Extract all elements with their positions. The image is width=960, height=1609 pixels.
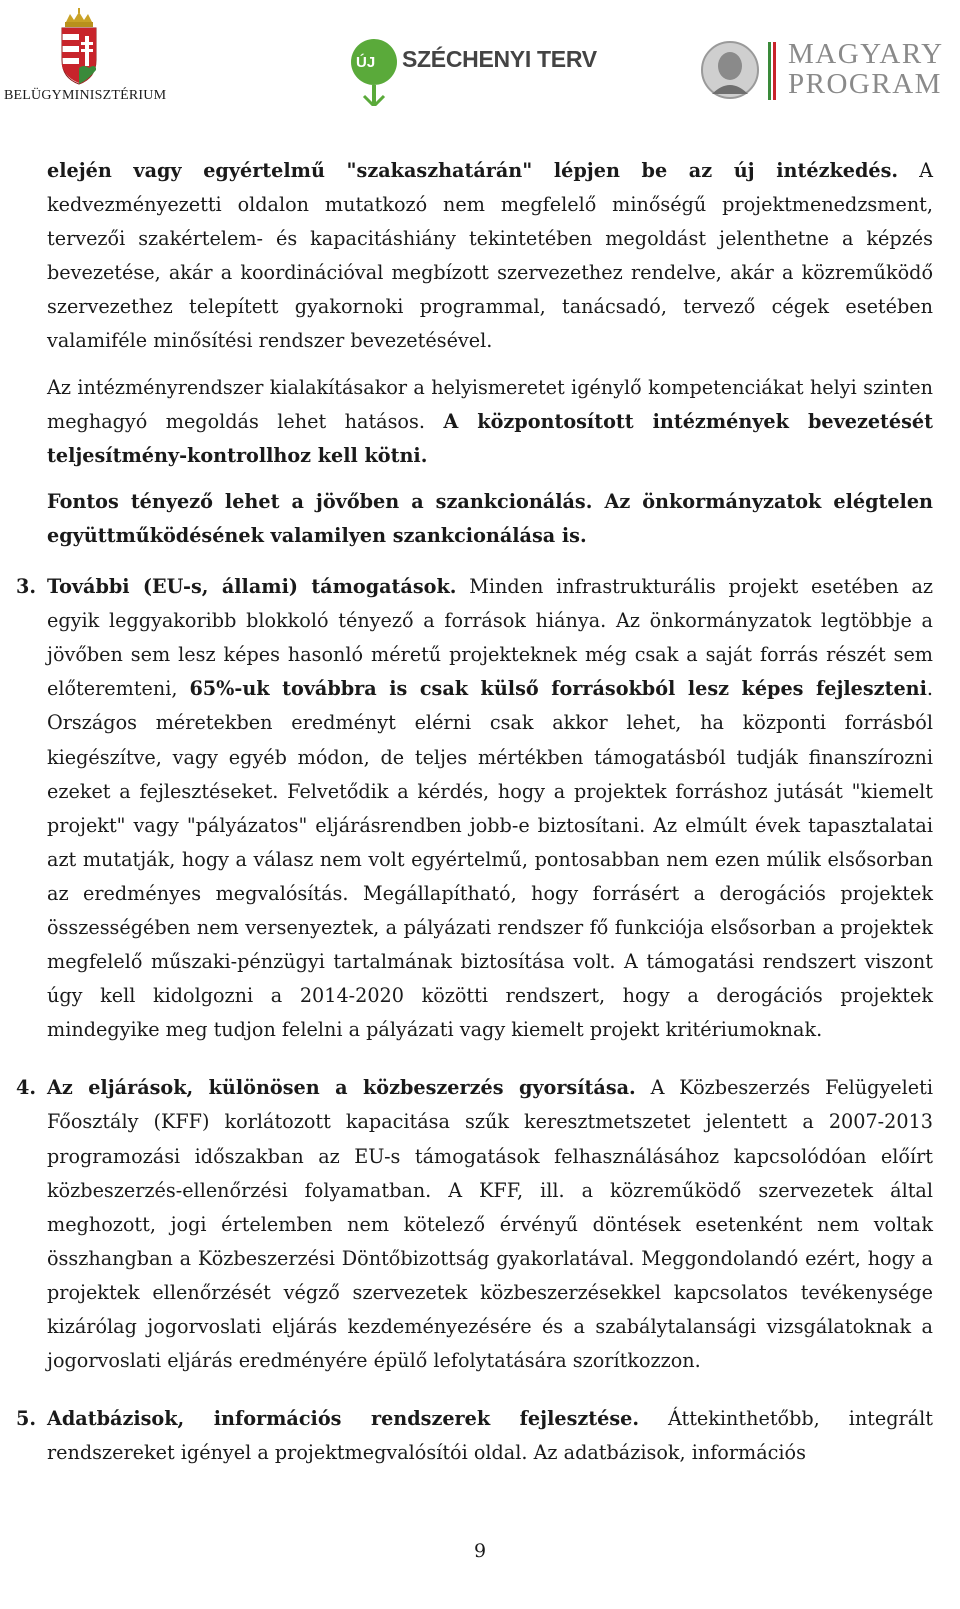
szechenyi-terv-logo [350, 36, 597, 108]
list-item-5-text [47, 1402, 933, 1470]
list-item-4-body: A Közbeszerzés Felügyeleti Főosztály (KFF) korlátozott kapacitása szűk keresztmetszetet jelentett a 2007-2013 programozási időszakban az EU-s támogatások felhasználásához kapcsolódóan előírt közbeszerzés-ellenőrzési folyamatban. A KFF, ill. a közreműködő szervezetek által meghozott, jogi értelemben nem kötelező érvényű döntések esetenként nem voltak összhangban a Közbeszerzési Döntőbizottság gyakorlatával. Meggondolandó ezért, hogy a projektek ellenőrzését végző szervezetek közbeszerzésekkel kapcsolatos tevékenysége kizárólag jogorvoslati eljárás kezdeményezésére és a szabálytalansági vizsgálatoknak a jogorvoslati eljárás eredményére épülő lefolytatására szorítkozzon. [47, 1076, 933, 1373]
paragraph-2 [47, 371, 933, 473]
paragraph-1-bold: elején vagy egyértelmű "szakaszhatárán" lépjen be az új intézkedés. [47, 159, 899, 182]
paragraph-1-text: A kedvezményezetti oldalon mutatkozó nem megfelelő minőségű projektmenedzsment, tervezői szakértelem- és kapacitáshiány tekintetében megoldást jelenthetne a képzés bevezetése, akár a koordinációval megbízott szervezethez rendelve, akár a közreműködő szervezethez telepített gyakornoki programmal, tanácsadó, tervező cégek esetében valamiféle minősítési rendszer bevezetésével. [47, 159, 933, 353]
list-item-4 [16, 1071, 933, 1378]
page-number: 9 [473, 1540, 487, 1562]
list-item-3-heading: További (EU-s, állami) támogatások. [47, 575, 457, 599]
list-item-3-text [47, 570, 933, 1047]
magyary-program-logo [700, 38, 944, 104]
belugyminiszterium-logo [4, 8, 167, 108]
list-number-4: 4. [16, 1076, 37, 1100]
magyary-text: MAGYARY [788, 38, 944, 70]
portrait-medallion-icon [700, 38, 784, 104]
list-item-5-heading: Adatbázisok, információs rendszerek fejlesztése. [47, 1407, 640, 1431]
ministry-name: BELÜGYMINISZTÉRIUM [4, 88, 167, 103]
list-item-3-body-2: . Országos méretekben eredményt elérni csak akkor lehet, ha központi forrásból kiegészítve, vagy egyéb módon, de teljes mértékben támogatásból tudják finanszírozni ezeket a fejlesztéseket. Felvetődik a kérdés, hogy a projektek forráshoz jutását "kiemelt projekt" vagy "pályázatos" eljárásrendben jobb-e biztosítani. Az elmúlt évek tapasztalatai azt mutatják, hogy a válasz nem volt egyértelmű, pontosabban nem ezen múlik elsősorban az eredményes megvalósítás. Megállapítható, hogy forrásért a derogációs projektek összességében nem versenyeztek, a pályázati rendszer fő funkciója elsősorban a projektek megfelelő műszaki-pénzügyi tartalmának biztosítása volt. A támogatási rendszert viszont úgy kell kidolgozni a 2014-2020 közötti rendszert, hogy a derogációs projektek mindegyike meg tudjon felelni a pályázati vagy kiemelt projekt kritériumoknak. [47, 677, 933, 1042]
szechenyi-terv-text: SZÉCHENYI TERV [402, 46, 597, 72]
list-item-4-text [47, 1071, 933, 1378]
list-item-3 [16, 570, 934, 1047]
paragraph-2-text: Az intézményrendszer kialakításakor a helyismeretet igénylő kompetenciákat helyi szinten meghagyó megoldás lehet hatásos. [47, 375, 933, 433]
list-item-5 [16, 1402, 933, 1470]
list-item-5-body: Áttekinthetőbb, integrált rendszereket igényel a projektmegvalósítói oldal. Az adatbázisok, információs [47, 1407, 933, 1465]
program-text: PROGRAM [788, 68, 942, 100]
list-item-3-body-1: Minden infrastrukturális projekt esetében az egyik leggyakoribb blokkoló tényező a források hiánya. Az önkormányzatok legtöbbje a jövőben sem lesz képes hasonló méretű projekteknek még csak a saját forrás részét sem előteremteni, [47, 575, 934, 701]
list-number-3: 3. [16, 575, 37, 599]
paragraph-1 [47, 154, 933, 359]
page-header [0, 0, 960, 120]
uj-label: ÚJ [356, 54, 376, 71]
paragraph-3-bold: Fontos tényező lehet a jövőben a szankcionálás. Az önkormányzatok elégtelen együttműködésének valamilyen szankcionálása is. [47, 489, 933, 547]
paragraph-2-bold: A központosított intézmények bevezetését teljesítmény-kontrollhoz kell kötni. [47, 409, 933, 467]
list-item-4-heading: Az eljárások, különösen a közbeszerzés gyorsítása. [47, 1076, 636, 1100]
list-item-3-emphasis: 65%-uk továbbra is csak külső forrásokból lesz képes fejleszteni [189, 677, 927, 701]
list-number-5: 5. [16, 1407, 37, 1431]
hungarian-coat-of-arms-icon [4, 8, 154, 88]
document-body [16, 154, 934, 1470]
green-flag-icon [350, 36, 398, 106]
paragraph-3 [47, 485, 933, 553]
